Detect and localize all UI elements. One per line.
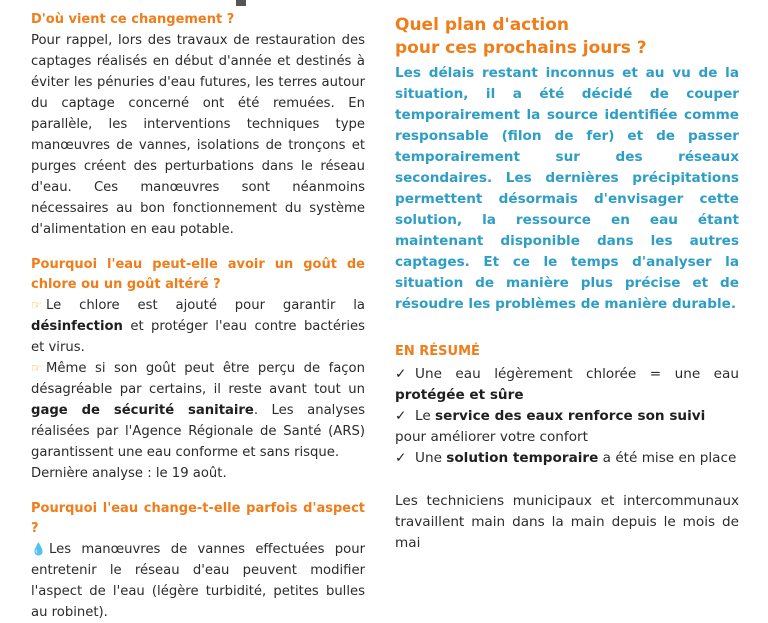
pointing-hand-icon: ☞	[31, 298, 42, 312]
section-heading-aspect: Pourquoi l'eau change-t-elle parfois d'aspect ?	[31, 501, 365, 536]
chlorine-paragraph-1: ☞ Le chlore est ajouté pour garantir la désinfection et protéger l'eau contre bactéries et virus.	[31, 295, 365, 358]
pointing-hand-icon: ☞	[31, 361, 42, 375]
water-drop-icon: 💧	[31, 542, 46, 556]
technicians-paragraph: Les techniciens municipaux et intercommunaux travaillent main dans la main depuis le mois de mai	[395, 493, 739, 551]
last-analysis-date: Dernière analyse : le 19 août.	[31, 466, 227, 481]
top-decoration	[236, 0, 246, 6]
right-column	[395, 14, 739, 554]
action-plan-paragraph: Les délais restant inconnus et au vu de la situation, il a été décidé de couper temporairement la source identifiée comme responsable (filon de fer) et de passer temporairement sur des réseaux secondaires. Les dernières précipitations permettent désormais d'envisager cette solution, la ressource en eau étant maintenant disponible dans les autres captages. Et ce le temps d'analyser la situation de manière plus précise et de résoudre les problèmes de manière durable.	[395, 65, 739, 312]
summary-item-2: ✓ Le service des eaux renforce son suivi pour améliorer votre confort	[395, 408, 706, 445]
check-icon: ✓	[395, 366, 407, 382]
chlorine-paragraph-2: ☞ Même si son goût peut être perçu de façon désagréable par certains, il reste avant tout un gage de sécurité sanitaire. Les analyses réalisées par l'Agence Régionale de Santé (ARS) garantissent une eau conforme et sans risque.	[31, 358, 365, 463]
summary-item-3: ✓ Une solution temporaire a été mise en place	[395, 448, 739, 469]
section-heading-chlorine: Pourquoi l'eau peut-elle avoir un goût de chlore ou un goût altéré ?	[31, 257, 365, 292]
summary-item-1: ✓ Une eau légèrement chlorée = une eau protégée et sûre	[395, 366, 739, 403]
section-heading-origin: D'où vient ce changement ?	[31, 12, 235, 27]
check-icon: ✓	[395, 450, 407, 466]
action-plan-title-line1: Quel plan d'action	[395, 15, 569, 35]
origin-paragraph: Pour rappel, lors des travaux de restauration des captages réalisés en début d'année et destinés à éviter les pénuries d'eau futures, les terres autour du captage concerné ont été remuées. En parallèle, les interventions techniques type manœuvres de vannes, isolations de tronçons et purges créent des perturbations dans le réseau d'eau. Ces manœuvres sont néanmoins nécessaires au bon fonctionnement du système d'alimentation en eau potable.	[31, 33, 365, 237]
check-icon: ✓	[395, 408, 407, 424]
action-plan-title-line2: pour ces prochains jours ?	[395, 38, 647, 58]
left-column	[31, 10, 365, 623]
aspect-paragraph: 💧 Les manœuvres de vannes effectuées pour entretenir le réseau d'eau peuvent modifier l'aspect de l'eau (légère turbidité, petites bulles au robinet).	[31, 539, 365, 623]
summary-heading: EN RÉSUMÉ	[395, 344, 480, 359]
